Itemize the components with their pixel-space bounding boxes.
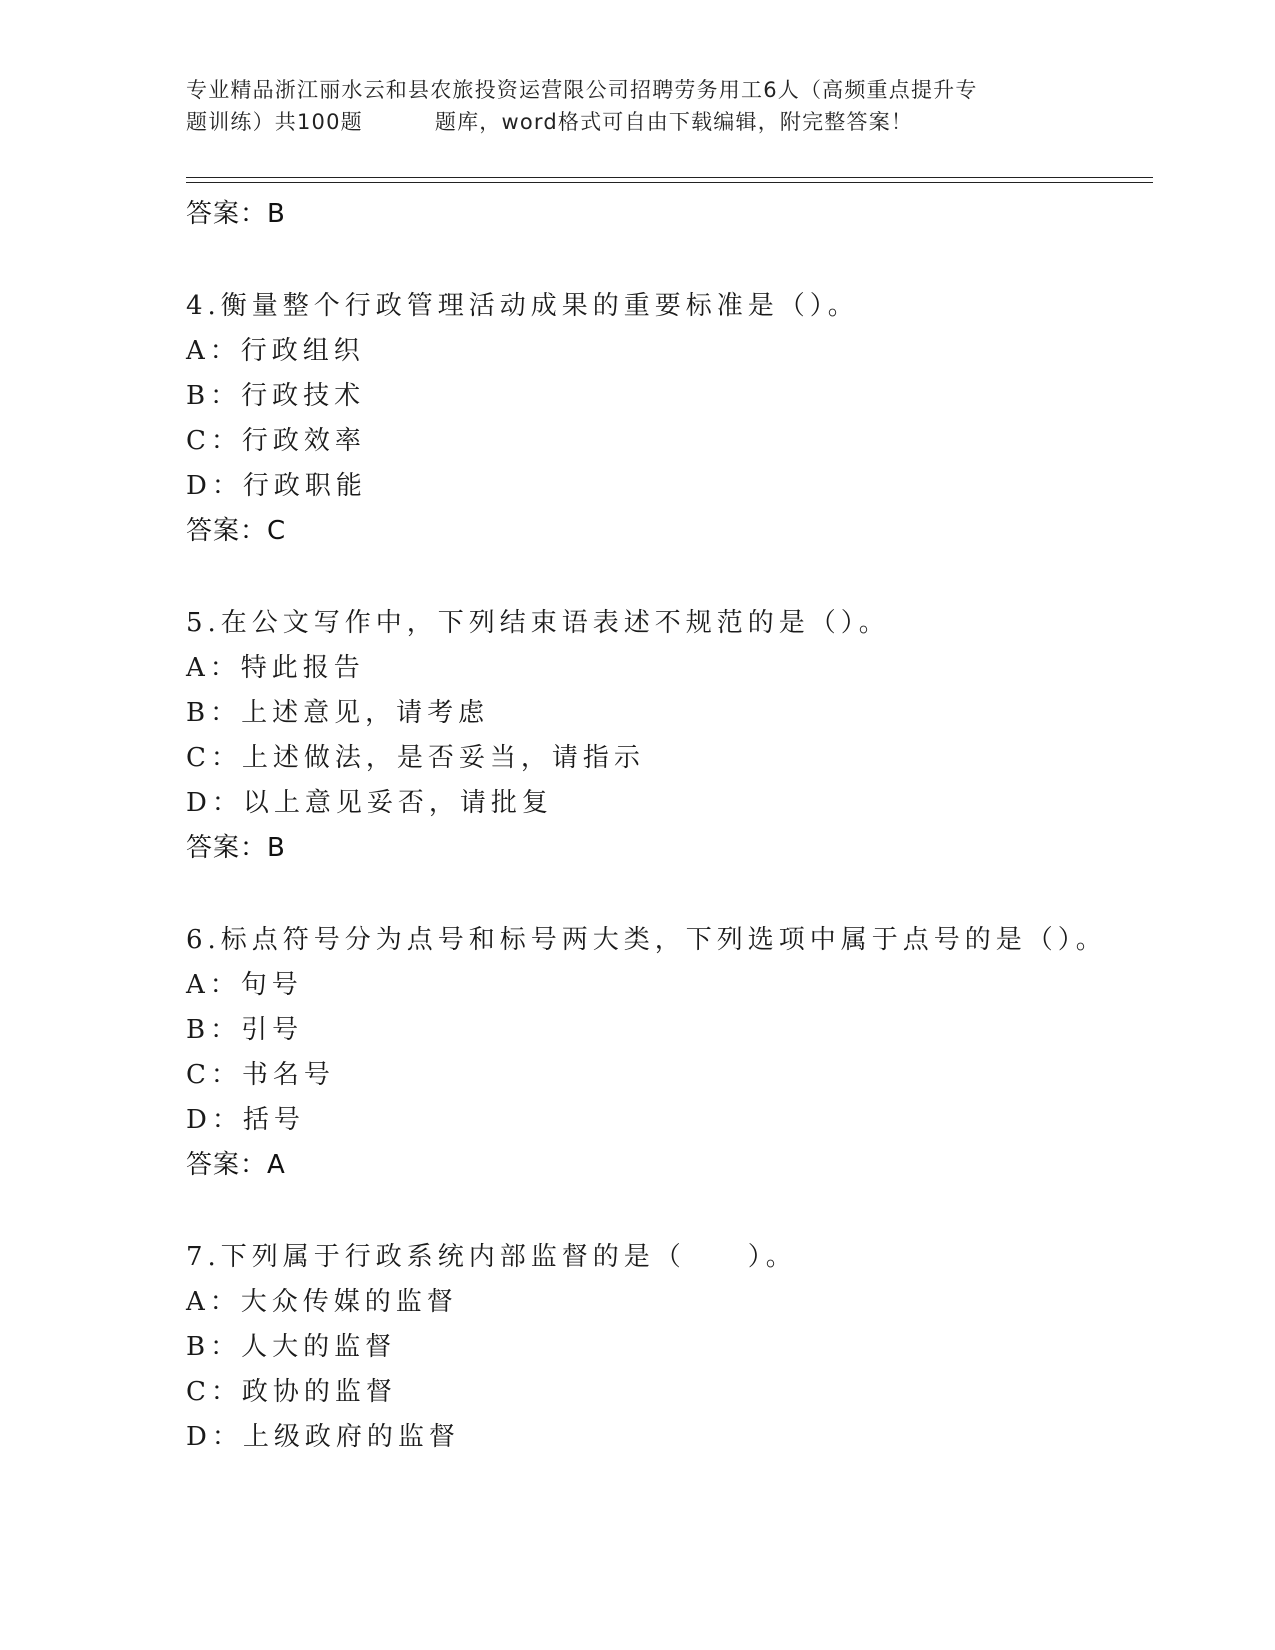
header-line-1: 专业精品浙江丽水云和县农旅投资运营限公司招聘劳务用工6人（高频重点提升专: [186, 78, 978, 102]
question-block-6: [186, 918, 1146, 1188]
previous-answer: 答案：B: [186, 199, 286, 229]
question-block-7: [186, 1235, 1146, 1460]
option-b: B：引号: [186, 1015, 304, 1045]
question-text: 4.衡量整个行政管理活动成果的重要标准是（）。: [186, 291, 859, 321]
option-c: C：上述做法，是否妥当，请指示: [186, 743, 645, 773]
header-line-2-part-b: 题库，word格式可自由下载编辑，附完整答案！: [434, 110, 914, 134]
option-c: C：政协的监督: [186, 1377, 397, 1407]
option-a: A：大众传媒的监督: [186, 1287, 458, 1317]
option-a: A：行政组织: [186, 336, 365, 366]
option-b: B：行政技术: [186, 381, 366, 411]
question-text: 6.标点符号分为点号和标号两大类，下列选项中属于点号的是（）。: [186, 925, 1107, 955]
option-a: A：特此报告: [186, 653, 365, 683]
header-divider-top: [186, 177, 1153, 178]
question-block-5: [186, 601, 1146, 871]
option-b: B：人大的监督: [186, 1332, 397, 1362]
option-d: D：括号: [186, 1105, 305, 1135]
question-block-4: [186, 284, 1146, 554]
question-text: 5.在公文写作中，下列结束语表述不规范的是（）。: [186, 608, 890, 638]
header-divider-bottom: [186, 182, 1153, 183]
question-text: 7.下列属于行政系统内部监督的是（ ）。: [186, 1242, 797, 1272]
answer-text: 答案：C: [186, 516, 287, 546]
header-line-2-part-a: 题训练）共100题: [186, 110, 363, 134]
header-line-2: [186, 106, 1086, 138]
option-c: C：书名号: [186, 1060, 335, 1090]
option-d: D：行政职能: [186, 471, 367, 501]
answer-text: 答案：B: [186, 833, 286, 863]
option-d: D：上级政府的监督: [186, 1422, 460, 1452]
option-d: D：以上意见妥否，请批复: [186, 788, 553, 818]
question-list: [186, 192, 1146, 1460]
document-header: [186, 74, 1086, 138]
answer-text: 答案：A: [186, 1150, 286, 1180]
option-a: A：句号: [186, 970, 303, 1000]
option-b: B：上述意见，请考虑: [186, 698, 490, 728]
option-c: C：行政效率: [186, 426, 366, 456]
